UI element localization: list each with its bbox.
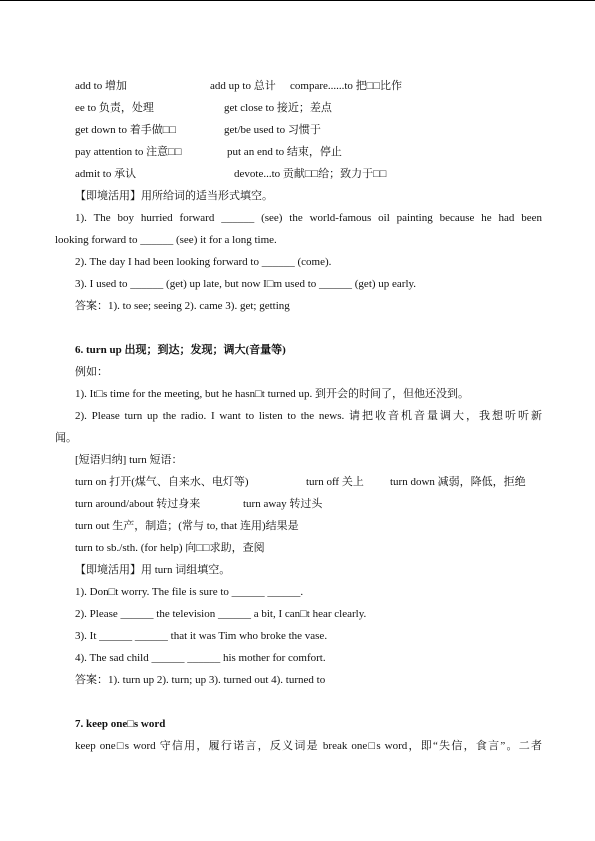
- phrase-row-5: [0, 167, 595, 181]
- phrase-summary-heading: [短语归纳] turn 短语：: [75, 454, 183, 466]
- phrase-get-close-to: get close to 接近；差点: [224, 102, 332, 114]
- exercise-answer: 答案：1). to see; seeing 2). came 3). get; getting: [75, 300, 290, 312]
- phrase-add-up-to: add up to 总计: [210, 80, 276, 92]
- phrase-admit-to: admit to 承认: [75, 168, 137, 180]
- phrase-row-4: [0, 145, 595, 159]
- section-7-text: keep one□s word 守信用，履行诺言，反义词是 break one□s word，即“失信，食言”。二者: [75, 740, 542, 752]
- turn-away: turn away 转过头: [243, 498, 323, 510]
- phrase-add-to: add to 增加: [75, 80, 127, 92]
- section-7-title: 7. keep one□s word: [75, 718, 166, 730]
- exercise-2-heading: 【即境活用】用 turn 词组填空。: [75, 564, 231, 576]
- turn-phrases-row-1: [0, 475, 595, 489]
- phrase-put-an-end-to: put an end to 结束，停止: [227, 146, 342, 158]
- phrase-get-down-to: get down to 着手做□□: [75, 124, 176, 136]
- phrase-get-used-to: get/be used to 习惯于: [224, 124, 321, 136]
- phrase-row-1: [0, 79, 595, 93]
- exercise-q3: 3). I used to ______ (get) up late, but now I□m used to ______ (get) up early.: [75, 278, 417, 290]
- phrase-compare-to: compare......to 把□□比作: [290, 80, 402, 92]
- turn-to: turn to sb./sth. (for help) 向□□求助，查阅: [75, 542, 265, 554]
- section-6-title: 6. turn up 出现；到达；发现；调大(音量等): [75, 344, 286, 356]
- example-2-line2: 闻。: [55, 432, 77, 444]
- example-label: 例如：: [75, 366, 108, 378]
- exercise-2-q2: 2). Please ______ the television ______ a bit, I can□t hear clearly.: [75, 608, 367, 620]
- phrase-devote-to: devote...to 贡献□□给；致力于□□: [234, 168, 387, 180]
- phrase-pay-attention-to: pay attention to 注意□□: [75, 146, 182, 158]
- turn-phrases-row-2: [0, 497, 595, 511]
- turn-on: turn on 打开(煤气、自来水、电灯等): [75, 476, 249, 488]
- example-1: 1). It□s time for the meeting, but he hasn□t turned up. 到开会的时间了，但他还没到。: [75, 388, 469, 400]
- exercise-q2: 2). The day I had been looking forward to ______ (come).: [75, 256, 332, 268]
- example-2-line1: 2). Please turn up the radio. I want to listen to the news. 请把收音机音量调大，我想听听新: [75, 410, 542, 422]
- top-rule: [0, 0, 595, 1]
- exercise-q1-line1: 1). The boy hurried forward ______ (see) the world-famous oil painting because he had been: [75, 212, 542, 224]
- exercise-heading: 【即境活用】用所给词的适当形式填空。: [75, 190, 273, 202]
- phrase-row-2: [0, 101, 595, 115]
- turn-off: turn off 关上: [306, 476, 364, 488]
- exercise-2-q3: 3). It ______ ______ that it was Tim who broke the vase.: [75, 630, 328, 642]
- phrase-row-3: [0, 123, 595, 137]
- exercise-q1-line2: looking forward to ______ (see) it for a long time.: [55, 234, 277, 246]
- phrase-ee-to: ee to 负责，处理: [75, 102, 154, 114]
- turn-out: turn out 生产，制造；(常与 to, that 连用)结果是: [75, 520, 299, 532]
- exercise-2-q4: 4). The sad child ______ ______ his mother for comfort.: [75, 652, 326, 664]
- exercise-2-q1: 1). Don□t worry. The file is sure to ______ ______.: [75, 586, 304, 598]
- turn-down: turn down 减弱，降低，拒绝: [390, 476, 526, 488]
- turn-around: turn around/about 转过身来: [75, 498, 201, 510]
- exercise-2-answer: 答案：1). turn up 2). turn; up 3). turned out 4). turned to: [75, 674, 326, 686]
